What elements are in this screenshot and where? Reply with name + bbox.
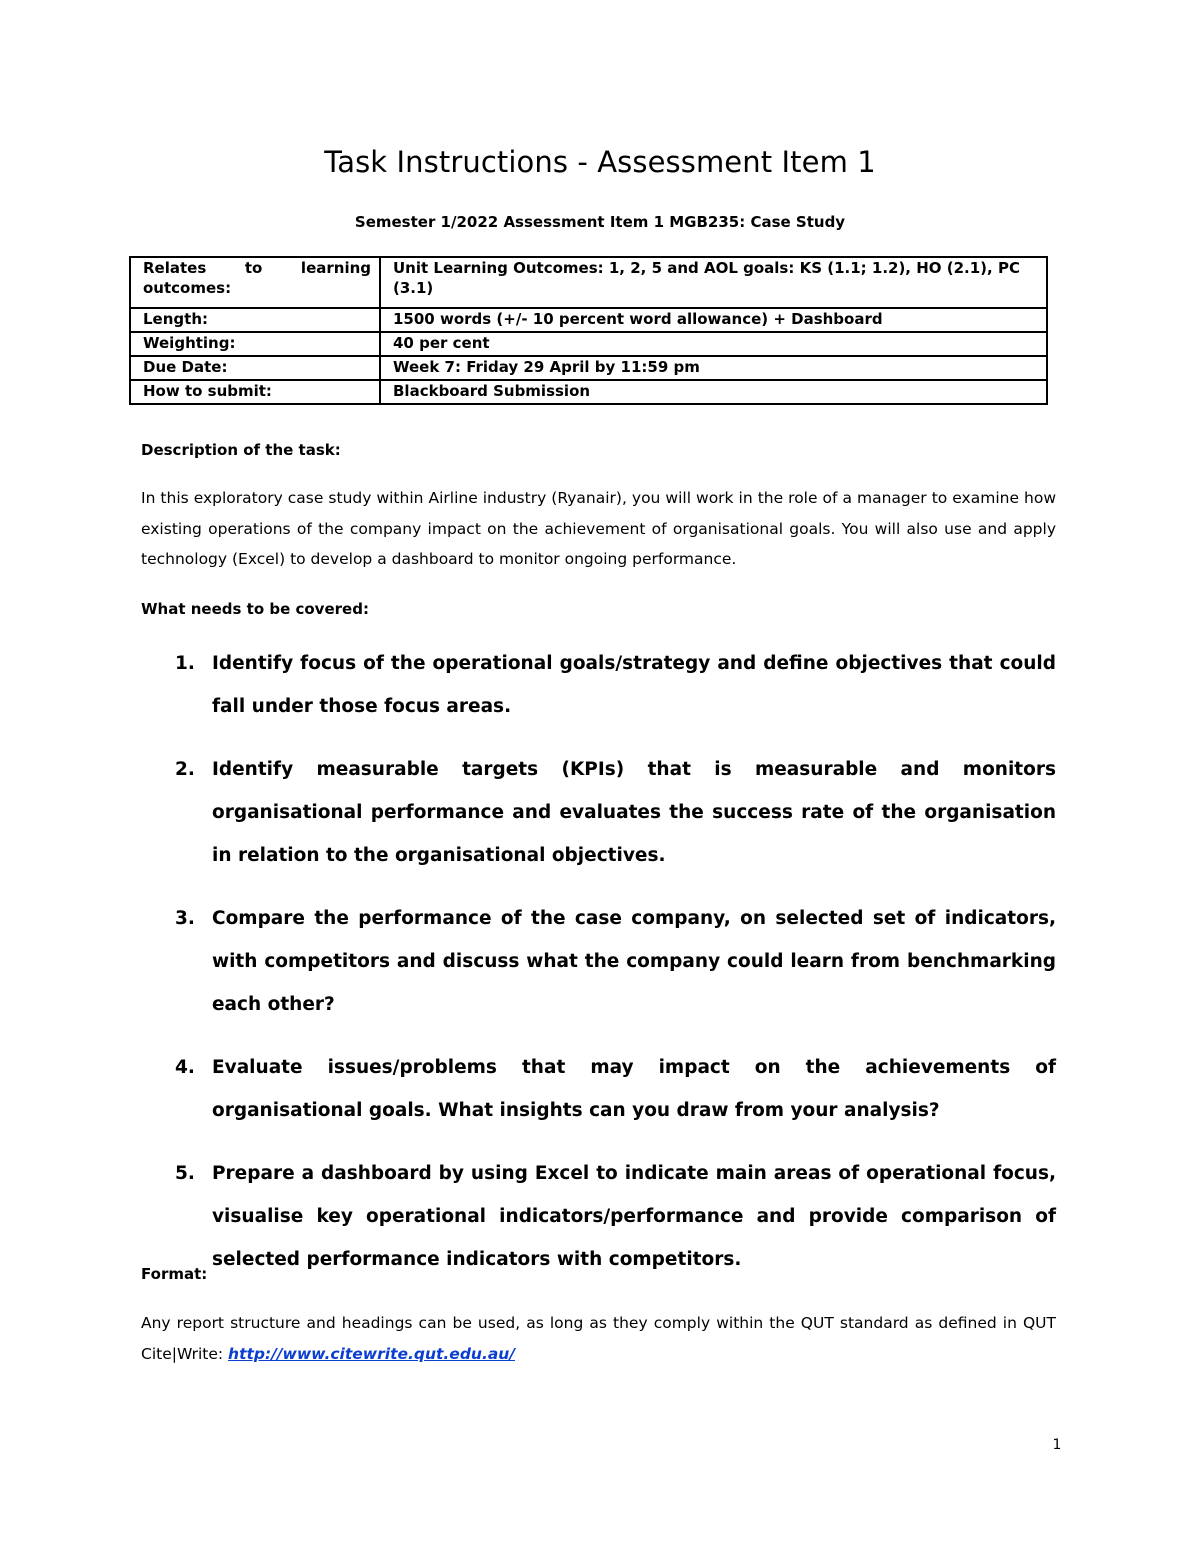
table-cell-value: Blackboard Submission [380, 380, 1047, 404]
label-line-2: outcomes: [143, 279, 232, 297]
document-subtitle: Semester 1/2022 Assessment Item 1 MGB235: Case Study [354, 213, 846, 231]
list-item-number: 2. [175, 759, 195, 780]
list-item-number: 3. [175, 908, 195, 929]
table-cell-value: 1500 words (+/- 10 percent word allowance) + Dashboard [380, 308, 1047, 332]
list-item [141, 642, 1056, 728]
table-cell-label: Weighting: [130, 332, 380, 356]
list-item-number: 1. [175, 653, 195, 674]
covered-heading: What needs to be covered: [141, 600, 369, 618]
format-text: Any report structure and headings can be used, as long as they comply within the QUT standard as defined in QUT Cite|Write: [141, 1314, 1056, 1363]
table-cell-value: Week 7: Friday 29 April by 11:59 pm [380, 356, 1047, 380]
list-item-text: Identify focus of the operational goals/strategy and define objectives that could fall under those focus areas. [212, 653, 1056, 717]
list-item [141, 748, 1056, 877]
list-item [141, 1046, 1056, 1132]
task-list [141, 642, 1056, 1301]
table-cell-value: 40 per cent [380, 332, 1047, 356]
table-cell-label: How to submit: [130, 380, 380, 404]
document-title: Task Instructions - Assessment Item 1 [324, 145, 876, 179]
table-row [130, 332, 1047, 356]
table-cell-label [130, 257, 380, 308]
list-item-text: Compare the performance of the case company, on selected set of indicators, with competitors and discuss what the company could learn from benchmarking each other? [212, 908, 1056, 1015]
table-cell-label: Length: [130, 308, 380, 332]
description-heading: Description of the task: [141, 441, 341, 459]
table-row [130, 380, 1047, 404]
table-row [130, 356, 1047, 380]
list-item-text: Prepare a dashboard by using Excel to indicate main areas of operational focus, visualise key operational indicators/performance and provide comparison of selected performance indicators with competitors. [212, 1163, 1056, 1270]
list-item [141, 897, 1056, 1026]
citewrite-link[interactable]: http://www.citewrite.qut.edu.au/ [228, 1344, 515, 1363]
table-row [130, 257, 1047, 308]
table-cell-value: Unit Learning Outcomes: 1, 2, 5 and AOL goals: KS (1.1; 1.2), HO (2.1), PC (3.1) [380, 257, 1047, 308]
description-paragraph: In this exploratory case study within Airline industry (Ryanair), you will work in the role of a manager to examine how existing operations of the company impact on the achievement of organisational goals. You will also use and apply technology (Excel) to develop a dashboard to monitor ongoing performance. [141, 489, 1056, 568]
list-item-text: Evaluate issues/problems that may impact on the achievements of organisational goals. What insights can you draw from your analysis? [212, 1057, 1056, 1121]
table-cell-label: Due Date: [130, 356, 380, 380]
list-item-number: 5. [175, 1163, 195, 1184]
list-item-number: 4. [175, 1057, 195, 1078]
table-row [130, 308, 1047, 332]
list-item-text: Identify measurable targets (KPIs) that is measurable and monitors organisational performance and evaluates the success rate of the organisation in relation to the organisational objectives. [212, 759, 1056, 866]
list-item [141, 1152, 1056, 1281]
format-paragraph [141, 1308, 1056, 1369]
page-number: 1 [1052, 1437, 1062, 1453]
label-line-1: Relates to learning [143, 259, 371, 277]
assessment-info-table [129, 256, 1048, 405]
format-heading: Format: [141, 1265, 208, 1283]
